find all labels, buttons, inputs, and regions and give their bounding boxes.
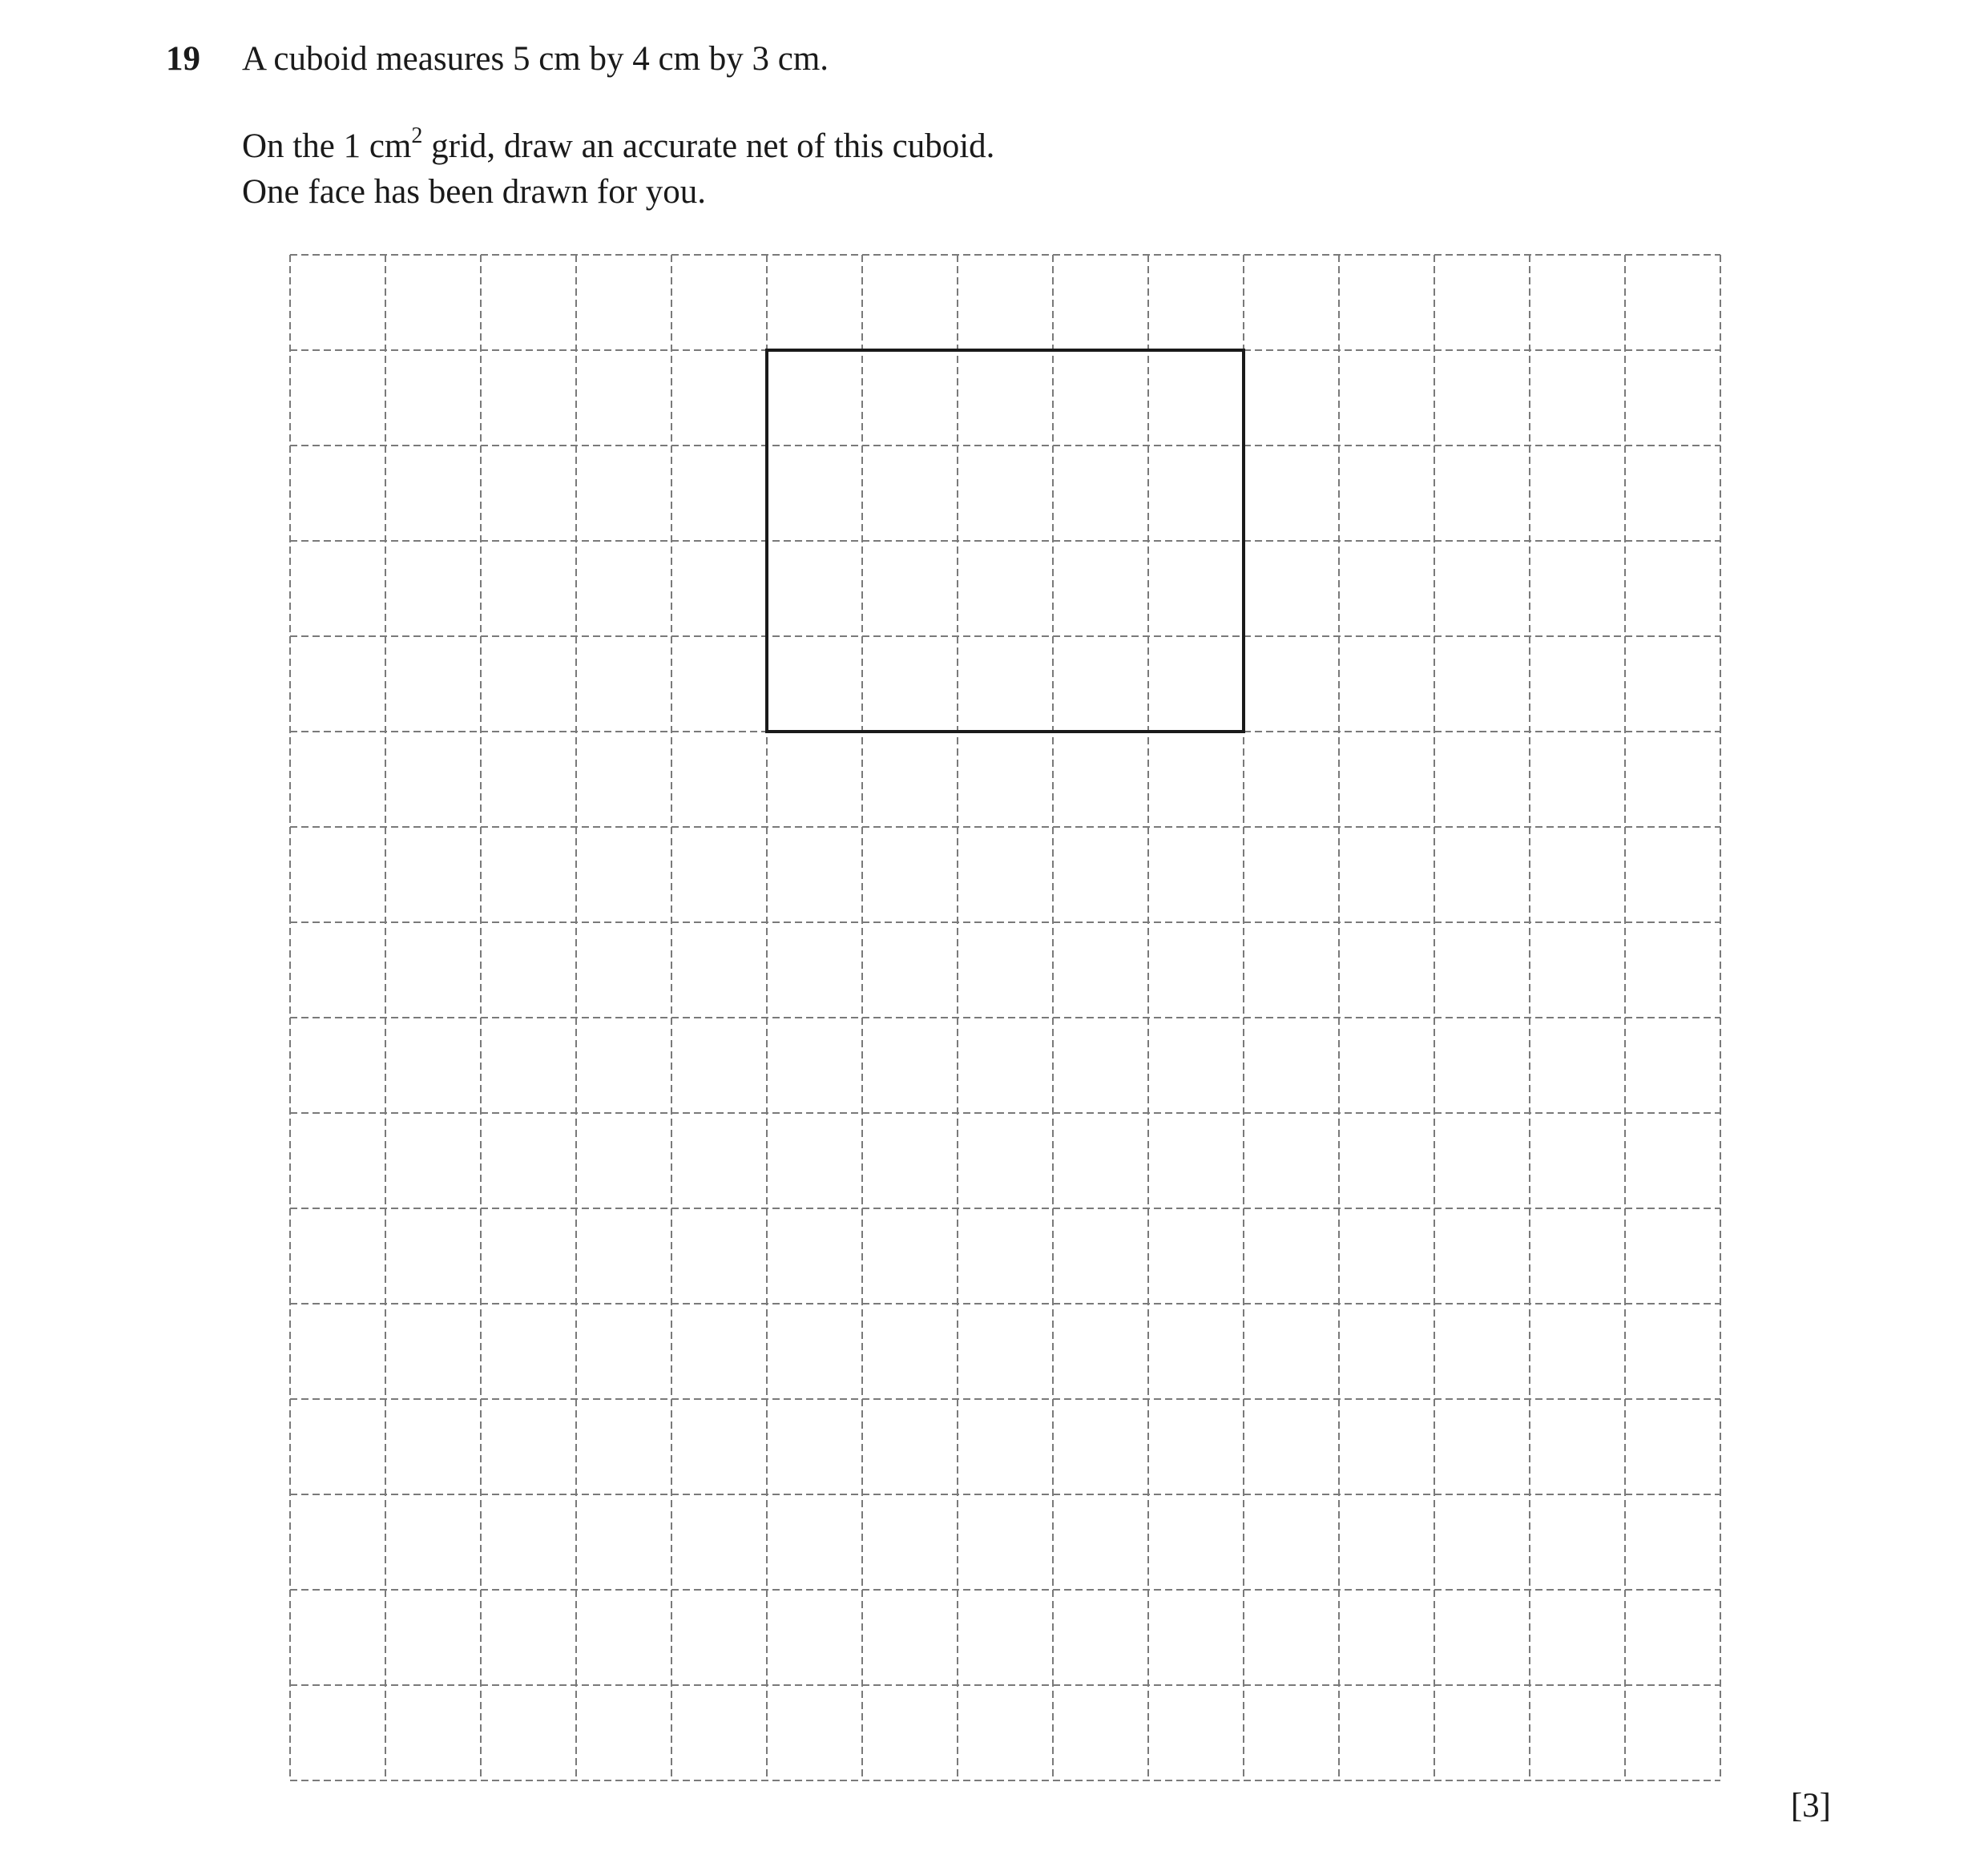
question-line-2-start: On the 1 cm	[242, 127, 412, 165]
question-line-2-end: grid, draw an accurate net of this cuboid.	[422, 127, 995, 165]
question-number: 19	[166, 40, 200, 78]
question-line-3: One face has been drawn for you.	[242, 173, 707, 211]
marks-label: [3]	[1790, 1787, 1831, 1825]
question-line-1: A cuboid measures 5 cm by 4 cm by 3 cm.	[242, 40, 829, 78]
grid-lines	[290, 255, 1720, 1780]
superscript-2: 2	[411, 123, 423, 148]
